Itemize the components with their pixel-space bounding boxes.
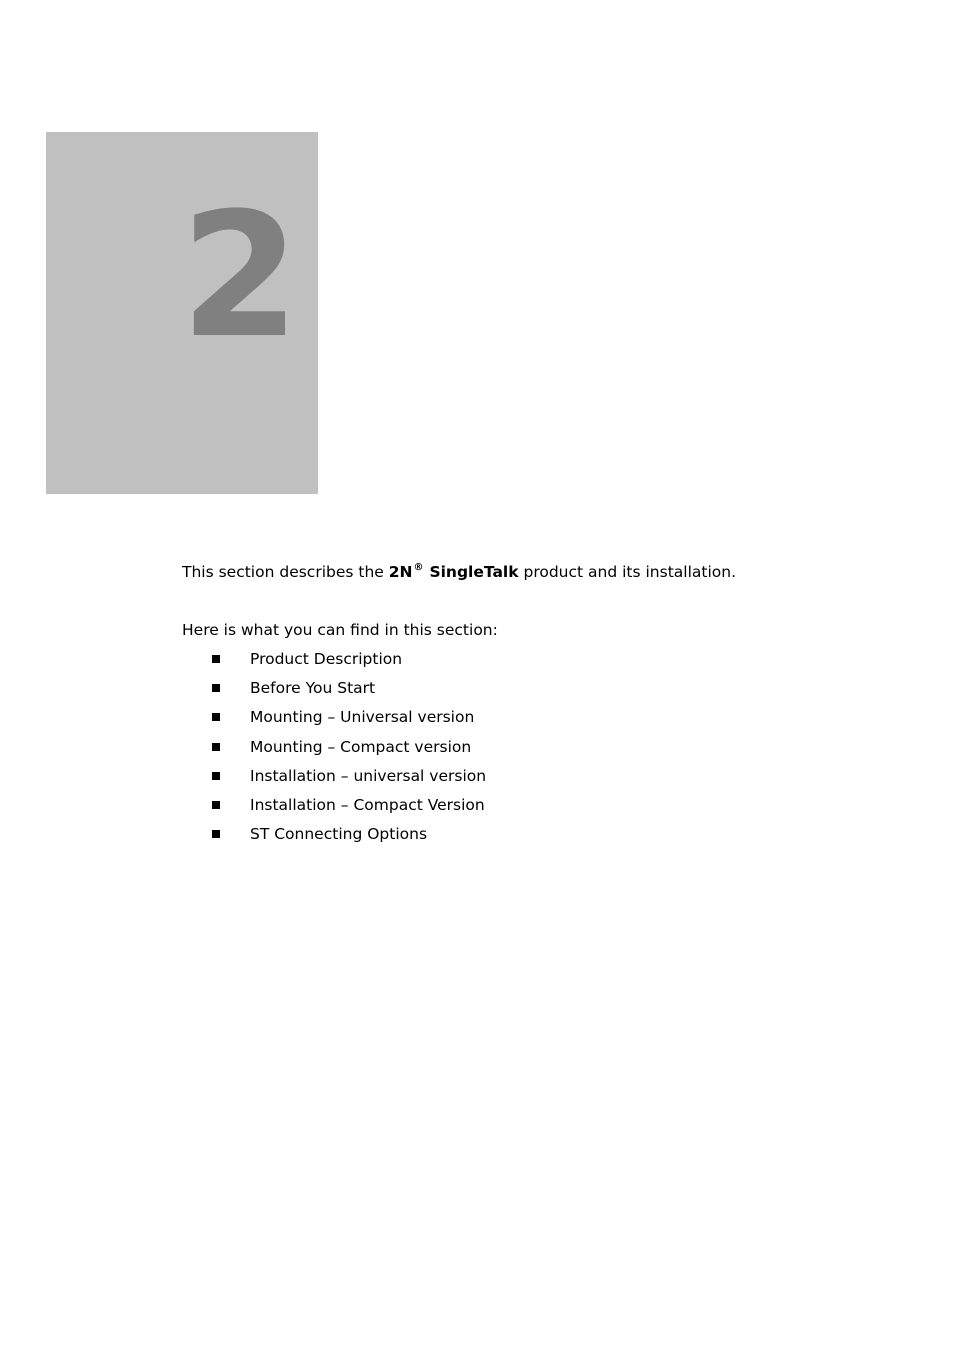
registered-mark: ® bbox=[413, 562, 424, 573]
section-intro bbox=[182, 561, 736, 586]
list-item-label: Before You Start bbox=[250, 679, 376, 698]
intro-suffix: product and its installation. bbox=[518, 563, 737, 581]
list-item-label: Mounting – Compact version bbox=[250, 737, 472, 756]
square-bullet-icon bbox=[212, 713, 220, 721]
square-bullet-icon bbox=[212, 801, 220, 809]
list-item-label: ST Connecting Options bbox=[250, 825, 428, 844]
list-item-label: Installation – Compact Version bbox=[250, 795, 485, 814]
square-bullet-icon bbox=[212, 772, 220, 780]
product-name: SingleTalk bbox=[429, 563, 519, 581]
contents-lead: Here is what you can find in this section: bbox=[182, 621, 498, 639]
chapter-number-panel bbox=[46, 132, 318, 494]
chapter-number: 2 bbox=[180, 175, 296, 376]
square-bullet-icon bbox=[212, 655, 220, 663]
list-item-label: Product Description bbox=[250, 650, 403, 668]
square-bullet-icon bbox=[212, 830, 220, 838]
brand-name: 2N bbox=[388, 563, 413, 581]
square-bullet-icon bbox=[212, 743, 220, 751]
square-bullet-icon bbox=[212, 684, 220, 692]
list-item-label: Mounting – Universal version bbox=[250, 708, 475, 727]
intro-prefix: This section describes the bbox=[182, 563, 389, 581]
list-item-label: Installation – universal version bbox=[250, 766, 487, 785]
